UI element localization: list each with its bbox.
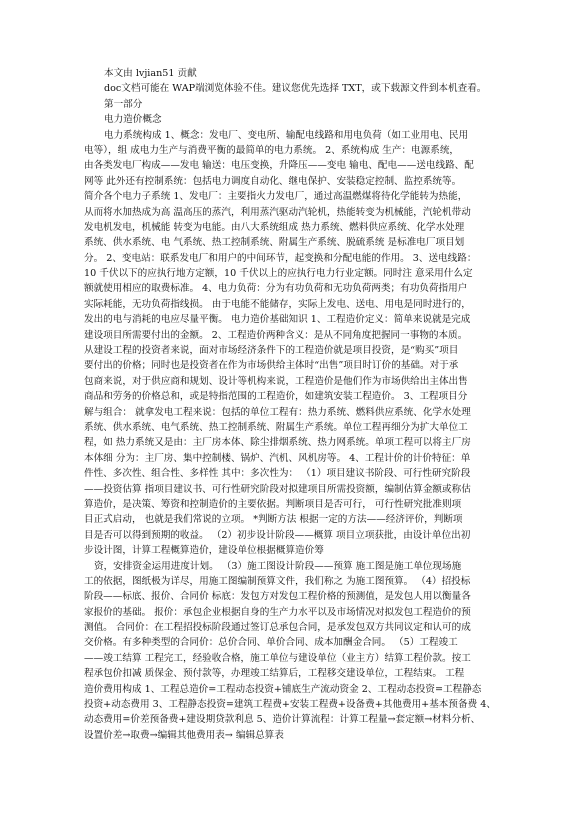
paragraph-line: 商品和劳务的价格总和，或是特指范围的工程造价，如建筑安装工程造价。 3、工程项目分 [84,391,468,403]
paragraph-line: 电力系统构成 1、概念：发电厂、变电所、输配电线路和用电负荷（如工业用电、民用 [104,129,469,141]
paragraph-line: 从而将水加热成为高 温高压的蒸汽，利用蒸汽驱动汽轮机，热能转变为机械能，汽轮机带动 [84,206,471,218]
paragraph-line: 算造价，是决策、筹资和控制造价的主要依据。判断项目是否可行， 可行性研究批准则项 [84,498,462,510]
paragraph-line: ——竣工结算 工程完工，经验收合格，施工单位与建设单位（业主方）结算工程价款。按工 [84,652,471,664]
paragraph-line: ——投资估算 指项目建议书、可行性研究阶段对拟建项目所需投资额，编制估算金额或称估 [84,483,471,495]
paragraph-line: 从建设工程的投资者来说，面对市场经济条件下的工程造价就是项目投资，是“购买”项目 [84,345,459,357]
paragraph-line: 投资+动态费用 3、工程静态投资=建筑工程费+安装工程费+设备费+其他费用+基本预备费 4、 [84,699,496,711]
paragraph-line: 步设计图，计算工程概算造价，建设单位根据概算造价筹 [84,545,324,557]
paragraph-line: 由各类发电厂构成——发电 输送：电压变换，升降压——变电 输电、配电——送电线路、配 [84,160,474,172]
viewer-notice: doc文档可能在 WAP端浏览体验不佳。建议您优先选择 TXT，或下载源文件到本机查看。 [104,83,487,95]
paragraph-line: 要付出的价格；同时也是投资者在作为市场供给主体时“出售”项目时订价的基础。对于承 [84,360,459,372]
document-body [84,66,508,743]
paragraph-line: 解与组合： 就拿发电工程来说：包括的单位工程有：热力系统、燃料供应系统、化学水处理 [84,406,471,418]
paragraph-line: 目正式启动， 也就是我们常说的立项。 *判断方法 根据一定的方法——经济评价，判断项 [84,514,463,526]
paragraph-line: 交价格。有多种类型的合同价：总价合同、单价合同、成本加酬金合同。 （5）工程竣工 [84,637,458,649]
paragraph-line: 资，安排资金运用进度计划。 （3）施工图设计阶段——预算 施工图是施工单位现场施 [94,560,462,572]
paragraph-line: 程承包价扣减 质保金、预付款等，办理竣工结算后，工程移交建设单位，工程结束。 工程 [84,668,465,680]
paragraph-line: 造价费用构成 1、工程总造价=工程动态投资+铺底生产流动资金 2、工程动态投资=工程静态 [84,683,482,695]
section-title: 电力造价概念 [104,114,162,126]
paragraph-line: 分。 2、变电站：联系发电厂和用户的中间环节，起变换和分配电能的作用。 3、送电线路： [84,252,477,264]
paragraph-line: 发出的电与消耗的电应尽量平衡。 电力造价基础知识 1、工程造价定义：简单来说就是完成 [84,314,471,326]
paragraph-line: 10 千伏以下的应执行地方定额，10 千伏以上的应执行电力行业定额。同时注 意采用什么定 [84,268,473,280]
paragraph-line: 阶段——标底、报价、合同价 标底：发包方对发包工程价格的预测值，是发包人用以衡量各 [84,591,471,603]
paragraph-line: 工的依据，图纸极为详尽，用施工图编制预算文件，我们称之 为施工图预算。 （4）招投标 [84,575,471,587]
paragraph-line: 家报价的基础。 报价：承包企业根据自身的生产力水平以及市场情况对拟发包工程造价的预 [84,606,471,618]
paragraph-line: 系统、供水系统、电 气系统、热工控制系统、附属生产系统、脱硫系统 是标准电厂项目划 [84,237,465,249]
paragraph-line: 动态费用=价差预备费+建设期贷款利息 5、造价计算流程：计算工程量→套定额→材料分析、 [84,714,481,726]
paragraph-line: 发电机发电，机械能 转变为电能。由八大系统组成 热力系统、燃料供应系统、化学水处理 [84,221,465,233]
paragraph-line: 程，如 热力系统又是由：主厂房本体、除尘排烟系统、热力网系统。单项工程可以将主厂房 [84,437,471,449]
paragraph-line: 电等），组 成电力生产与消费平衡的最简单的电力系统。 2、系统构成 生产：电源系统， [84,144,460,156]
paragraph-line: 系统、供水系统、电气系统、热工控制系统、附属生产系统。单位工程再细分为扩大单位工 [84,421,468,433]
source-credit: 本文由 lvjian51 贡献 [104,68,197,79]
paragraph-line: 本体细 分为：主厂房、集中控制楼、锅炉、汽机、风机房等。 4、工程计价的计价特征：单 [84,452,471,464]
paragraph-line: 目是否可以得到预期的收益。 （2）初步设计阶段——概算 项目立项获批，由设计单位出初 [84,529,471,541]
paragraph-line: 包商来说，对于供应商和规划、设计等机构来说，工程造价是他们作为市场供给出主体出售 [84,375,468,387]
part-heading: 第一部分 [104,98,143,110]
paragraph-line: 建设项目所需要付出的金额。 2、工程造价两种含义：是从不同角度把握同一事物的本质。 [84,329,468,341]
paragraph-line: 简介各个电力子系统 1、发电厂：主要指火力发电厂，通过高温燃煤将待化学能转为热能， [84,191,468,203]
paragraph-line: 件性、多次性、组合性、多样性 其中：多次性为： （1）项目建议书阶段、可行性研究阶段 [84,468,471,480]
paragraph-block [84,128,508,744]
paragraph-line: 网等 此外还有控制系统：包括电力调度自动化、继电保护、安装稳定控制、监控系统等。 [84,175,462,187]
paragraph-line: 实际耗能，无功负荷指线损。 由于电能不能储存，实际上发电、送电、用电是同时进行的， [84,298,471,310]
paragraph-line: 测值。 合同价：在工程招投标阶段通过签订总承包合同，是承发包双方共同议定和认可的成 [84,622,471,634]
paragraph-line: 额就使用相应的取费标准。 4、电力负荷：分为有功负荷和无功负荷两类；有功负荷指用户 [84,283,468,295]
paragraph-line: 设置价差→取费→编辑其他费用表→ 编辑总算表 [84,729,284,741]
